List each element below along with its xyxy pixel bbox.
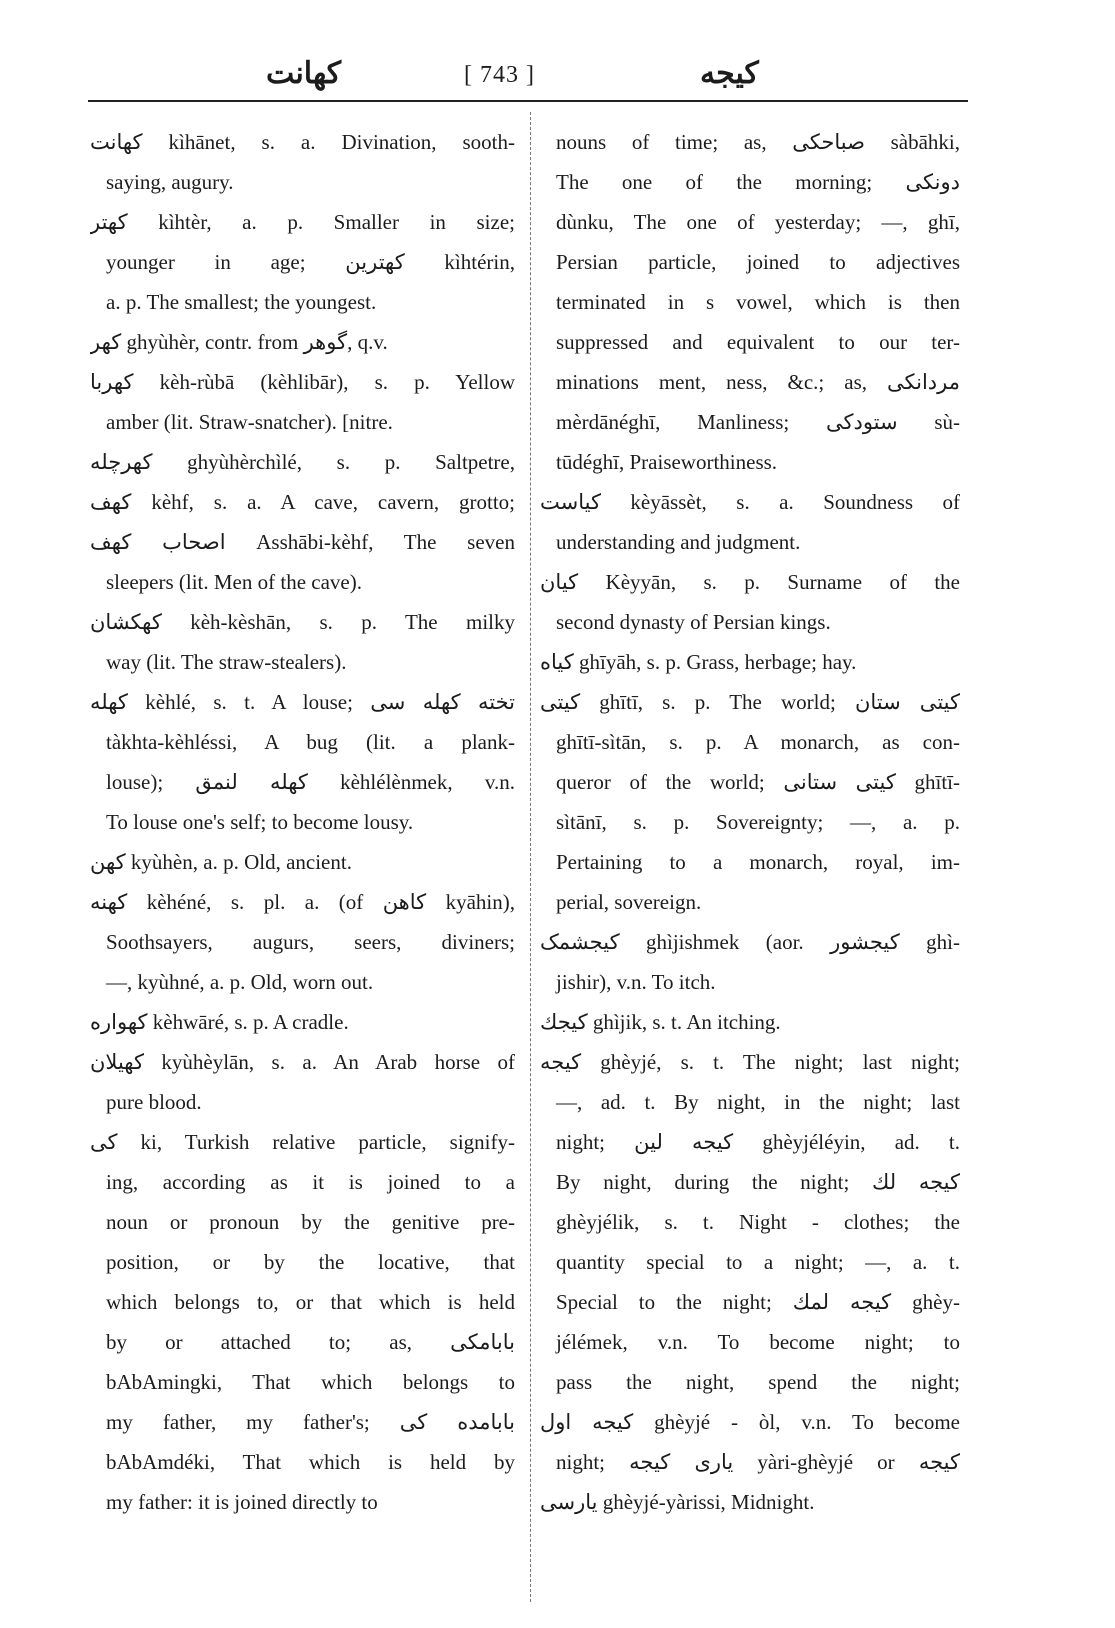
text-line: ghītī-sìtān, s. p. A monarch, as con- <box>556 730 960 754</box>
text-line: کهکشان kèh-kèshān, s. p. The milky <box>90 610 515 634</box>
text-line: pass the night, spend the night; <box>556 1370 960 1394</box>
text-line: night; یاری کیجه yàri-ghèyjé or کیجه <box>556 1450 960 1474</box>
text-line: کهنه kèhéné, s. pl. a. (of کاهن kyāhin), <box>90 890 515 914</box>
right-running-headword: کیجه <box>700 57 759 90</box>
text-line: By night, during the night; کیجه لك <box>556 1170 960 1194</box>
text-line: quantity special to a night; —, a. t. <box>556 1250 960 1274</box>
text-line: position, or by the locative, that <box>106 1250 515 1274</box>
header-rule <box>88 100 968 102</box>
text-line: —, kyùhné, a. p. Old, worn out. <box>106 970 374 994</box>
text-line: کیتی ghītī, s. p. The world; کیتی ستان <box>540 690 960 714</box>
text-line: louse); کهله لنمق kèhlélènmek, v.n. <box>106 770 515 794</box>
text-line: mèrdānéghī, Manliness; ستودکی sù- <box>556 410 960 434</box>
text-line: second dynasty of Persian kings. <box>556 610 831 634</box>
text-line: کیاست kèyāssèt, s. a. Soundness of <box>540 490 960 514</box>
text-line: یارسی ghèyjé-yàrissi, Midnight. <box>540 1490 815 1514</box>
text-line: saying, augury. <box>106 170 234 194</box>
column-divider <box>530 112 532 1602</box>
text-line: کهله kèhlé, s. t. A louse; تخته کهله سی <box>90 690 515 714</box>
text-line: کهرچله ghyùhèrchìlé, s. p. Saltpetre, <box>90 450 515 474</box>
text-line: a. p. The smallest; the youngest. <box>106 290 377 314</box>
text-line: perial, sovereign. <box>556 890 702 914</box>
text-line: bAbAmdéki, That which is held by <box>106 1450 515 1474</box>
text-line: کی ki, Turkish relative particle, signify- <box>90 1130 515 1154</box>
text-line: queror of the world; کیتی ستانی ghītī- <box>556 770 960 794</box>
text-line: pure blood. <box>106 1090 202 1114</box>
text-line: bAbAmingki, That which belongs to <box>106 1370 515 1394</box>
text-line: The one of the morning; دونکی <box>556 170 960 194</box>
text-line: noun or pronoun by the genitive pre- <box>106 1210 515 1234</box>
text-line: کیاه ghīyāh, s. p. Grass, herbage; hay. <box>540 650 857 674</box>
text-line: Pertaining to a monarch, royal, im- <box>556 850 960 874</box>
text-line: Persian particle, joined to adjectives <box>556 250 960 274</box>
text-line: tàkhta-kèhléssi, A bug (lit. a plank- <box>106 730 515 754</box>
text-line: night; کیجه لین ghèyjéléyin, ad. t. <box>556 1130 960 1154</box>
text-line: my father: it is joined directly to <box>106 1490 378 1514</box>
text-line: dùnku, The one of yesterday; —, ghī, <box>556 210 960 234</box>
text-line: کهتر kìhtèr, a. p. Smaller in size; <box>90 210 515 234</box>
text-line: my father, my father's; بابامده کی <box>106 1410 515 1434</box>
text-line: jishir), v.n. To itch. <box>556 970 716 994</box>
left-column <box>90 122 515 1522</box>
text-line: کهواره kèhwāré, s. p. A cradle. <box>90 1010 349 1034</box>
right-column <box>540 122 960 1522</box>
text-line: amber (lit. Straw-snatcher). [nitre. <box>106 410 393 434</box>
text-line: کهیلان kyùhèylān, s. a. An Arab horse of <box>90 1050 515 1074</box>
text-line: ing, according as it is joined to a <box>106 1170 515 1194</box>
text-line: by or attached to; as, بابامکی <box>106 1330 515 1354</box>
text-line: اصحاب کهف Asshābi-kèhf, The seven <box>90 530 515 554</box>
text-line: Soothsayers, augurs, seers, diviners; <box>106 930 515 954</box>
text-line: younger in age; کهترین kìhtérin, <box>106 250 515 274</box>
text-line: To louse one's self; to become lousy. <box>106 810 414 834</box>
text-line: کیجه اول ghèyjé - òl, v.n. To become <box>540 1410 960 1434</box>
text-line: کهربا kèh-rùbā (kèhlibār), s. p. Yellow <box>90 370 515 394</box>
text-line: کهر ghyùhèr, contr. from گوهر, q.v. <box>90 330 388 354</box>
text-line: کیجه ghèyjé, s. t. The night; last night; <box>540 1050 960 1074</box>
text-line: کیان Kèyyān, s. p. Surname of the <box>540 570 960 594</box>
text-line: sleepers (lit. Men of the cave). <box>106 570 362 594</box>
text-line: jélémek, v.n. To become night; to <box>556 1330 960 1354</box>
text-line: sìtānī, s. p. Sovereignty; —, a. p. <box>556 810 960 834</box>
text-line: which belongs to, or that which is held <box>106 1290 515 1314</box>
text-line: suppressed and equivalent to our ter- <box>556 330 960 354</box>
text-line: کهن kyùhèn, a. p. Old, ancient. <box>90 850 352 874</box>
text-line: terminated in s vowel, which is then <box>556 290 960 314</box>
text-line: minations ment, ness, &c.; as, مردانکی <box>556 370 960 394</box>
left-running-headword: کهانت <box>266 57 342 90</box>
text-line: کیجشمک ghìjishmek (aor. کیجشور ghì- <box>540 930 960 954</box>
text-line: کیجك ghìjik, s. t. An itching. <box>540 1010 781 1034</box>
text-line: کهانت kìhānet, s. a. Divination, sooth- <box>90 130 515 154</box>
text-line: Special to the night; کیجه لمك ghèy- <box>556 1290 960 1314</box>
text-line: کهف kèhf, s. a. A cave, cavern, grotto; <box>90 490 515 514</box>
text-line: understanding and judgment. <box>556 530 801 554</box>
text-line: tūdéghī, Praiseworthiness. <box>556 450 778 474</box>
page-number: [ 743 ] <box>464 62 535 88</box>
text-line: way (lit. The straw-stealers). <box>106 650 347 674</box>
text-line: —, ad. t. By night, in the night; last <box>556 1090 960 1114</box>
text-line: nouns of time; as, صباحکی sàbāhki, <box>556 130 960 154</box>
page-header <box>88 54 968 100</box>
text-line: ghèyjélik, s. t. Night - clothes; the <box>556 1210 960 1234</box>
